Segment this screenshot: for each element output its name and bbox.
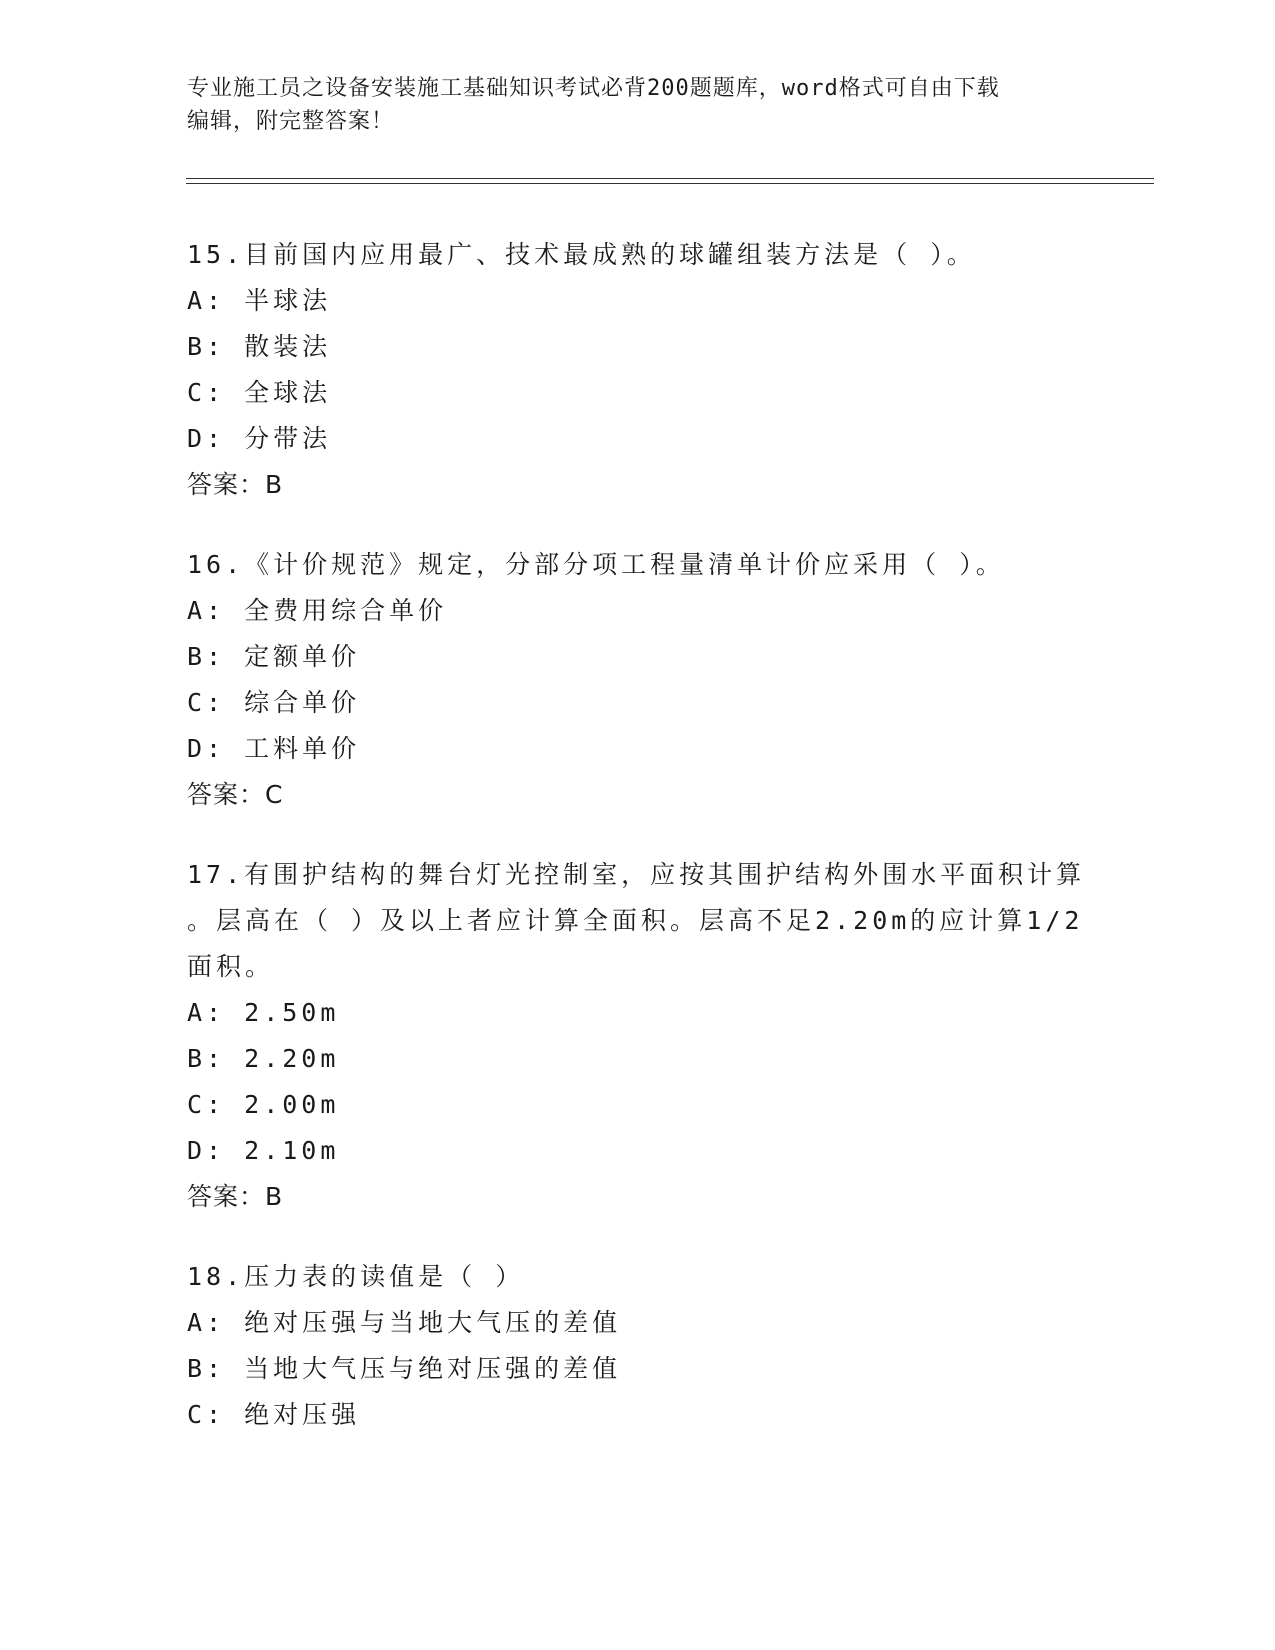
option-c: C: 绝对压强 [187,1400,361,1429]
question-stem-line-1: 17.有围护结构的舞台灯光控制室，应按其围护结构外围水平面积计算 [187,860,1086,889]
option-a: A: 绝对压强与当地大气压的差值 [187,1308,622,1337]
answer-label: 答案：C [187,780,284,809]
option-d: D: 分带法 [187,424,332,453]
option-d: D: 工料单价 [187,734,361,763]
question-stem: 18.压力表的读值是（ ） [187,1262,525,1291]
header-line-2: 编辑，附完整答案！ [187,109,395,134]
option-c: C: 全球法 [187,378,332,407]
option-c: C: 2.00m [187,1090,340,1119]
header-divider-bottom [186,183,1154,184]
question-15 [187,232,1087,508]
question-list [187,232,1087,1472]
option-b: B: 定额单价 [187,642,361,671]
question-17 [187,852,1087,1220]
option-a: A: 半球法 [187,286,332,315]
question-stem-line-2: 。层高在（ ）及以上者应计算全面积。层高不足2.20m的应计算1/2 [187,906,1084,935]
question-18 [187,1254,1087,1438]
question-stem: 16.《计价规范》规定，分部分项工程量清单计价应采用（ ）。 [187,550,1005,579]
answer-label: 答案：B [187,470,284,499]
header-line-1: 专业施工员之设备安装施工基础知识考试必背200题题库，word格式可自由下载 [187,76,1000,101]
answer-label: 答案：B [187,1182,284,1211]
header-divider-top [186,178,1154,179]
question-stem: 15.目前国内应用最广、技术最成熟的球罐组装方法是（ ）。 [187,240,976,269]
question-stem-line-3: 面积。 [187,952,275,981]
question-16 [187,542,1087,818]
option-d: D: 2.10m [187,1136,340,1165]
option-b: B: 当地大气压与绝对压强的差值 [187,1354,622,1383]
option-b: B: 2.20m [187,1044,340,1073]
option-b: B: 散装法 [187,332,332,361]
option-c: C: 综合单价 [187,688,361,717]
document-header [187,72,1087,138]
option-a: A: 全费用综合单价 [187,596,448,625]
option-a: A: 2.50m [187,998,340,1027]
